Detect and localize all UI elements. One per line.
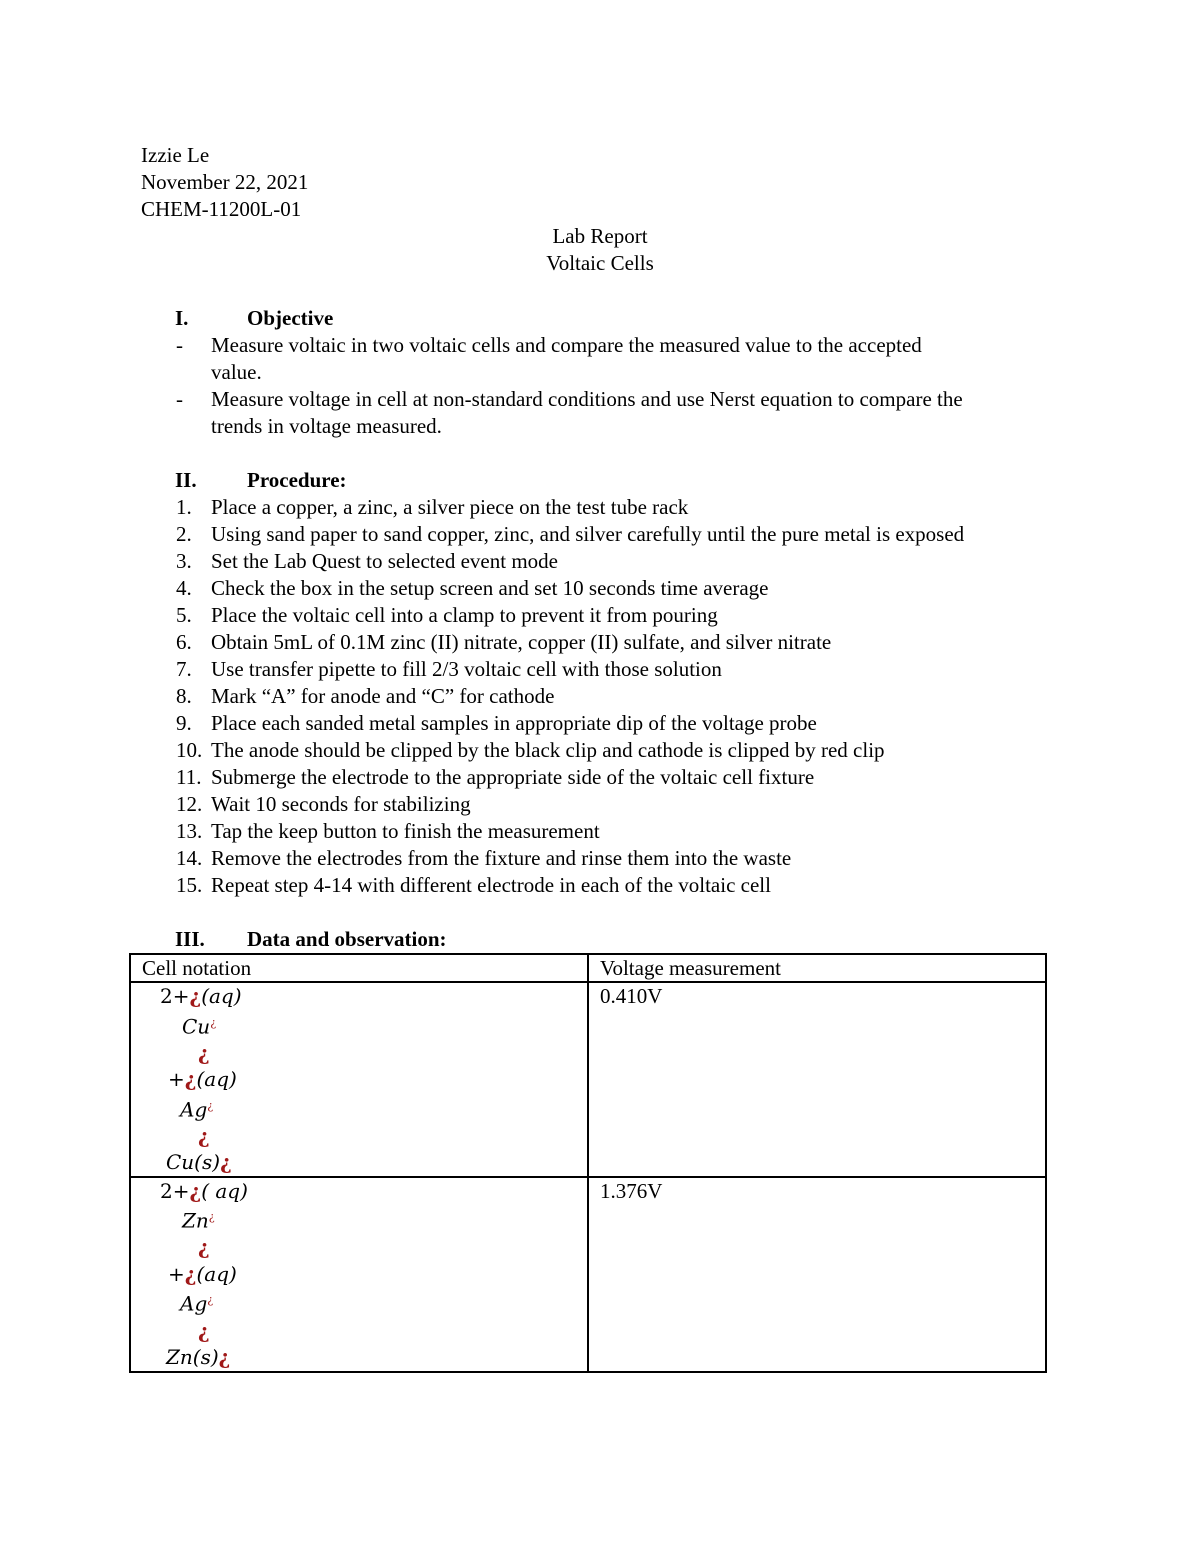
document-subtitle: Voltaic Cells xyxy=(546,251,654,275)
table-header-row xyxy=(130,954,1046,982)
bullet-dash: - xyxy=(176,387,183,411)
step-text: The anode should be clipped by the black clip and cathode is clipped by red clip xyxy=(211,738,885,762)
author-name: Izzie Le xyxy=(141,143,210,167)
step-text: Place a copper, a zinc, a silver piece on the test tube rack xyxy=(211,495,689,519)
notation-line: 2+¿( aq) xyxy=(160,1178,248,1203)
notation-line: ¿ xyxy=(198,1123,210,1148)
section-title: Data and observation: xyxy=(247,927,447,951)
notation-line: Cu¿ xyxy=(182,1014,217,1039)
cell-notation xyxy=(130,982,588,1177)
voltage-value: 1.376V xyxy=(588,1177,1046,1372)
notation-line: ¿ xyxy=(198,1318,210,1343)
table-row xyxy=(130,1177,1046,1372)
table-row xyxy=(130,982,1046,1177)
step-number: 15. xyxy=(176,873,203,897)
step-text: Place each sanded metal samples in appropriate dip of the voltage probe xyxy=(211,711,817,735)
step-number: 9. xyxy=(176,711,192,735)
step-number: 11. xyxy=(176,765,202,789)
step-number: 8. xyxy=(176,684,192,708)
notation-line: Zn(s)¿ xyxy=(166,1345,231,1370)
section-numeral: II. xyxy=(175,468,197,492)
section-numeral: I. xyxy=(175,306,189,330)
step-number: 13. xyxy=(176,819,203,843)
section-numeral: III. xyxy=(175,927,205,951)
step-number: 12. xyxy=(176,792,203,816)
notation-line: ¿ xyxy=(198,1040,210,1065)
notation-line: +¿(aq) xyxy=(168,1261,237,1286)
bullet-text-continued: value. xyxy=(211,360,262,384)
notation-line: Ag¿ xyxy=(180,1097,214,1122)
report-date: November 22, 2021 xyxy=(141,170,309,194)
step-number: 7. xyxy=(176,657,192,681)
step-text: Repeat step 4-14 with different electrode in each of the voltaic cell xyxy=(211,873,771,897)
notation-line: Ag¿ xyxy=(180,1292,214,1317)
notation-line: 2+¿(aq) xyxy=(160,984,242,1008)
step-text: Obtain 5mL of 0.1M zinc (II) nitrate, copper (II) sulfate, and silver nitrate xyxy=(211,630,832,654)
cell-notation xyxy=(130,1177,588,1372)
notation-line: ¿ xyxy=(198,1235,210,1260)
column-header-voltage: Voltage measurement xyxy=(588,954,1046,982)
step-text: Wait 10 seconds for stabilizing xyxy=(211,792,471,816)
data-table xyxy=(129,953,1047,1373)
bullet-text: Measure voltaic in two voltaic cells and compare the measured value to the accepted xyxy=(211,333,922,357)
voltage-value: 0.410V xyxy=(588,982,1046,1177)
step-number: 1. xyxy=(176,495,192,519)
notation-line: Cu(s)¿ xyxy=(166,1150,232,1175)
bullet-text: Measure voltage in cell at non-standard conditions and use Nerst equation to compare the xyxy=(211,387,963,411)
section-title: Objective xyxy=(247,306,334,330)
step-number: 6. xyxy=(176,630,192,654)
bullet-dash: - xyxy=(176,333,183,357)
notation-line: +¿(aq) xyxy=(168,1067,237,1092)
step-number: 5. xyxy=(176,603,192,627)
step-number: 2. xyxy=(176,522,192,546)
bullet-text-continued: trends in voltage measured. xyxy=(211,414,442,438)
document-title: Lab Report xyxy=(552,224,648,248)
step-text: Submerge the electrode to the appropriate side of the voltaic cell fixture xyxy=(211,765,815,789)
step-number: 14. xyxy=(176,846,203,870)
step-text: Remove the electrodes from the fixture and rinse them into the waste xyxy=(211,846,792,870)
step-text: Check the box in the setup screen and set 10 seconds time average xyxy=(211,576,769,600)
step-text: Tap the keep button to finish the measurement xyxy=(211,819,600,843)
step-number: 10. xyxy=(176,738,203,762)
course-code: CHEM-11200L-01 xyxy=(141,197,302,221)
step-text: Place the voltaic cell into a clamp to prevent it from pouring xyxy=(211,603,718,627)
step-text: Using sand paper to sand copper, zinc, and silver carefully until the pure metal is exposed xyxy=(211,522,965,546)
step-number: 4. xyxy=(176,576,192,600)
column-header-cell-notation: Cell notation xyxy=(130,954,588,982)
notation-equation xyxy=(142,983,587,1176)
step-number: 3. xyxy=(176,549,192,573)
step-text: Set the Lab Quest to selected event mode xyxy=(211,549,558,573)
step-text: Use transfer pipette to fill 2/3 voltaic cell with those solution xyxy=(211,657,722,681)
step-text: Mark “A” for anode and “C” for cathode xyxy=(211,684,555,708)
notation-equation xyxy=(142,1178,587,1371)
notation-line: Zn¿ xyxy=(182,1208,215,1233)
section-title: Procedure: xyxy=(247,468,347,492)
